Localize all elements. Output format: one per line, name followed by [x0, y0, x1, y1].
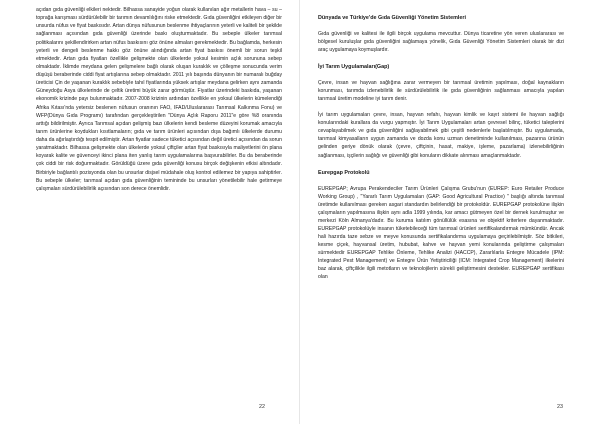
section-heading-iyi-tarim: İyi Tarım Uygulamaları(Gap) [318, 64, 390, 71]
section-heading-eurepgap: Eurepgap Protokolü [318, 169, 370, 176]
page-number-left: 22 [259, 404, 265, 410]
section-paragraph: Çevre, insan ve hayvan sağlığına zarar vermeyen bir tarımsal üretimin yapılması, doğal kaynakların korunması, tarımda izlenebilirlik ile sürdürülebilirlik ile gıda güvenliğinin sağlanması amacıyla yapılan tarımsal üretim modeline iyi tarım denir. [318, 80, 564, 103]
page-number-right: 23 [557, 404, 563, 410]
section-paragraph: EUREPGAP; Avrupa Perakendeciler Tarım Ürünleri Çalışma Grubu'nun (EUREP: Euro Retailer Produce Working Group) , "Yararlı Tarım Uygulamaları (GAP: Good Agricultural Practice) " başlığı altında tarımsal üretimde kullanılması gereken asgari standardın belirlendiği bir protokoldür. EUREPGAP protokolüne ilişkin çalışmaların yapılmasına ilişkin aynı adla 1999 yılında, kar amacı gütmeyen özel bir dernek kurulmuştur ve merkezi Köln Almanya'dadır. Bu kuruma katılım gönüllülük esasına ve objektif kriterlere dayanmaktadır. EUREPGAP protokolüyle insanın tüketebileceği tüm tarımsal ürünleri sertifikalandırmak mümkündür. Ancak hali hazırda taze sebze ve meyve konusunda sertifikalandırma uygulamaya geçirilebilmiştir. Söz bitkileri, kesme çiçek, hayvansal üretim, hububat, kahve ve hayvan yemi konularında geliştirme çalışmaları sürmektedir EUREPGAP Tehlike Önleme, Tehlike Analizi (HACCP), Zararlılarla Entegre Mücadele (IPM: Integrated Pest Management) ve Entegre Ürün Yetiştiriciliği (ICM: Integrated Crop Management) ilkelerini baz alarak, çiftçilikle ilgili metotların ve teknolojilerin sürekli geliştirmesini destekler. EUREPGAP sertifikası olan [318, 185, 564, 281]
left-page-paragraph: açıdan gıda güvenliği elkileri nektedir. Bilhassa sanayide yoğun olarak kullanılan ağır metallerin hava – su – toprağa karışması sürdürülebilir bir tarımın devamlılığını riske etmektedir. Gıda güvenliğini etkileyen diğer bir unsurda nüfus ve fiyat baskısıdır. Artan dünya nüfusunun beslenme ihtiyaçlarının yeterli ve kaliteli bir şekilde sağlanması açısından gıda güvenliği üzerinde baskı oluşturmaktadır. Bu sebeple ülkeler tarımsal politikalarını şekillendirirken artan nüfus baskısını göz önüne almaları gerekmektedir. Bu bağlamda, herkesin yeterli ve dengeli beslenme hakkı göz önüne alındığında artan fiyat baskısı önemli bir sorun teşkil etmektedir. Artan gıda fiyatları özellikle gelişmekte olan ülkelerde yoksul kesimin açlık sorununa sebep olmaktadır. İklimde meydana gelen gelişmelere bağlı olarak oluşan kuraklık ve çölleşme sonucunda verim düşüşü beraberinde ciddi fiyat artışlarına sebep olmaktadır. 2011 yılı başında dünyanın bir numaralı buğday üreticisi Çin de yaşanan kuraklık sebebiyle tahıl fiyatlarında yüksek artışlar meydana gelirken aynı zamanda Güneydoğu Asya ülkelerinde de çeltik üretimi büyük zarar görmüştür. Fiyatlar üzerindeki baskıda, yaşanan ekonomik krizinde payı bulunmaktadır. 2007-2008 krizinin ardından özellikle en yoksul ülkelerin kümelendiği Afrika Kıtası'nda yetersiz beslenen nüfusun oranının FAO, IFAD/Uluslararası Tarımsal Kalkınma Fonu) ve WFP(Dünya Gıda Programı) tarafından gerçekleştirilen "Dünya Açlık Raporu 2011"e göre %8 oranında arttığı bildirilmiştir. Ayrıca Tarımsal açıdan gelişmiş bazı ülkelerin kendi besleme düzeyini korumak amacıyla tarım ürünlerine koydukları kısıtlamaların; gıda ve tarım ürünleri açısından dışa bağımlı ülkelerde durumu daha da ağırlaştırdığı tespit edilmiştir. Artan fiyatlar sadece tüketici açısından değil üretici açısından da sorun yaratmaktadır. Bilhassa gelişmekte olan ülkelerde yoksul çiftçiler artan fiyat baskısıyla maliyetlerini ön plana koyarak kalite ve güvenceyi ikinci plana iten yanlış tarım uygulamalarına başvurabilirler. Bu da beraberinde çok ciddi bir risk doğurmaktadır. Görüldüğü üzere gıda güvenliği konusu birçok değişkenin etkisi altındadır. Birbiriyle bağlantılı pozisyonda olan bu unsurlar disjsel müdahale oluş kontrol edilemez bir yapıya sahiptirler. Bu sebeple ülkeler; tarımsal açıdan gıda güvenliğinin temininde bu unsurları yönetilebilir hale getirmeye çalışmaları sürdürülebilirlik açısından son derece önemlidir. [36, 7, 282, 192]
section-heading-gida-guvenligi-yonetim: Dünyada ve Türkiye'de Gıda Güvenliği Yönetim Sistemleri [318, 15, 466, 21]
right-page [300, 0, 600, 424]
section-paragraph: İyi tarım uygulamaları çevre, insan, hayvan refahı, hayvan kimlik ve kayıt sistemi ile hayvan sağlığı konularındaki kurallara da vurgu yapmıştır. İyi Tarım Uygulamaları artan çevresel bilinç, tüketici taleplerini cevaplayabilmek ve gıda güvenliğini sağlayabilmek gibi çeşitli nedenlerle başlatılmıştır. Bu uygulamada, tarımsal kimyasalların uygun zamanda ve dozda konu uzman denetiminde kullanılması, pazarına ürünün gelinden geriye dönük olarak (çevre, çiftçinin, hasat, makiye, işleme, pazarlama) izlenebilirliğinin sağlanması, işçilerin sağlığı ve güvenliği gibi konuların dikkate alınması amaçlanmaktadır. [318, 112, 564, 159]
section-paragraph: Gıda güvenliği ve kalitesi ile ilgili birçok uygulama mevcuttur. Dünya ticaretine yön veren uluslararası ve bölgesel kuruluşlar gıda güvenliğini sağlamaya yönelik, Gıda Güvenliği Yönetim Sistemleri olarak bir dizi araç uygulamaya koymuşlardır. [318, 31, 564, 54]
